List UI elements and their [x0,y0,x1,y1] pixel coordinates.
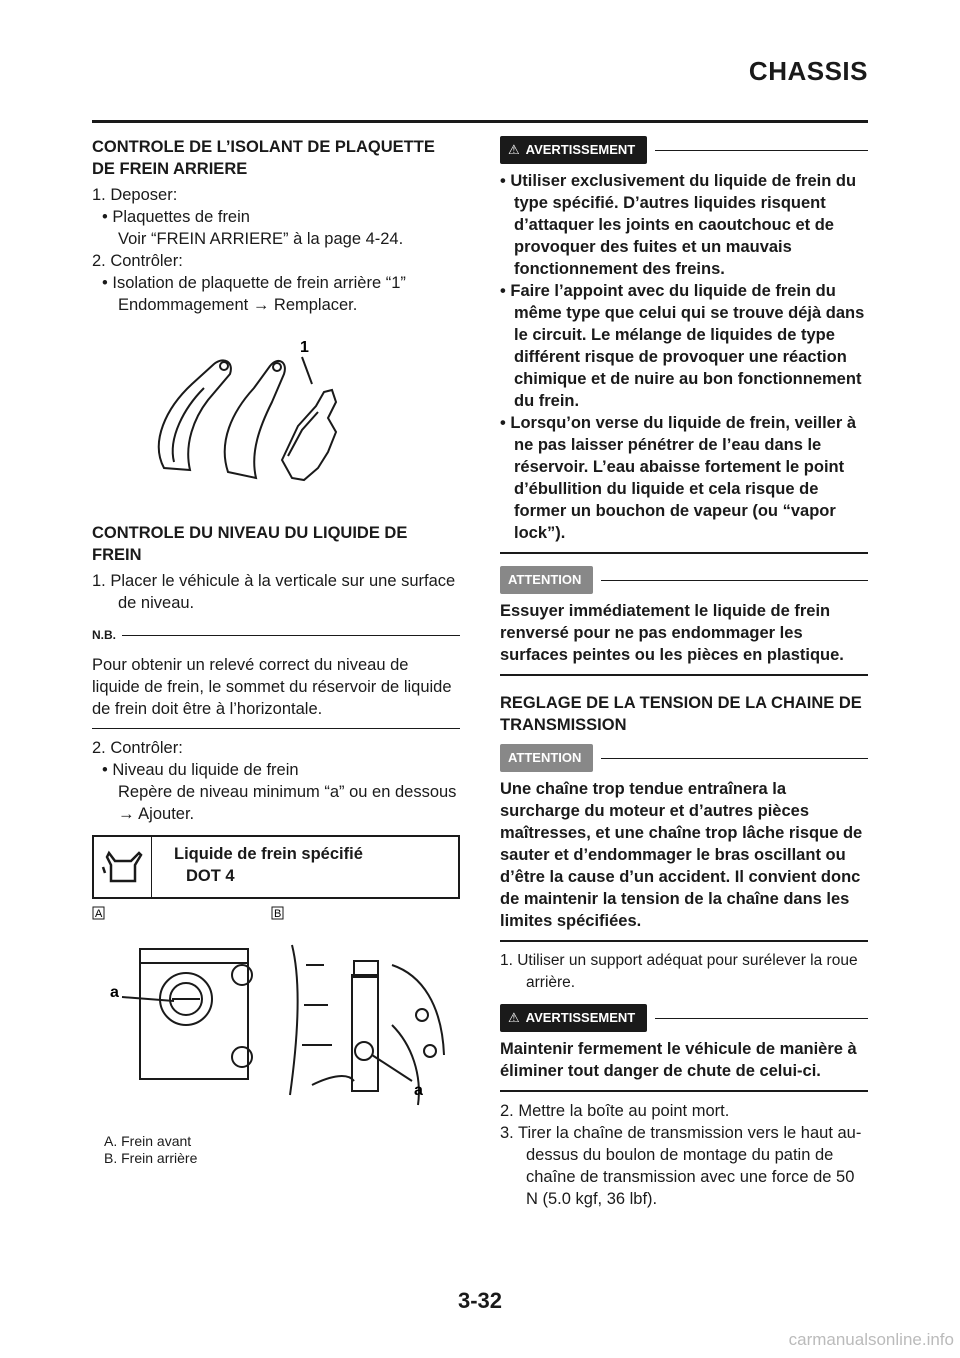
step-check: 2. Contrôler: [92,252,183,270]
warning-label-2: AVERTISSEMENT [525,1010,636,1025]
section-title-chain: REGLAGE DE LA TENSION DE LA CHAINE DE TRANSMISSION [500,694,862,734]
watermark: carmanualsonline.info [788,1330,954,1349]
warning-header-2 [500,1004,868,1032]
right-column [500,136,868,1210]
caption-b: B. Frein arrière [104,1150,198,1166]
nb-text: Pour obtenir un relevé correct du niveau de liquide de frein, le sommet du réservoir de liquide de frein doit être à l’horizontale. [92,656,452,718]
section-title-insulator: CONTROLE DE L’ISOLANT DE PLAQUETTE DE FREIN ARRIERE [92,138,435,178]
page-number: 3-32 [457,1288,503,1313]
step-check-level: 2. Contrôler: [92,739,183,757]
fig-a-letter: a [110,984,119,1001]
fig1-callout: 1 [300,339,309,356]
step-check-level-action: Repère de niveau minimum “a” ou en dessous → Ajouter. [118,783,457,823]
fig-b-letter: a [414,1082,423,1099]
fig-a-tag: A [95,908,103,920]
attention-label-1: ATTENTION [508,572,582,587]
attention-end-rule-1 [500,674,868,676]
step-remove-item: • Plaquettes de frein [102,208,250,226]
attention-text-2: Une chaîne trop tendue entraînera la surcharge du moteur et d’autres pièces maîtresses, et une chaîne trop lâche risque de sauter et d’endommager le bras oscillant ou d’être la cause d’un accident. Il convient donc de maintenir la tension de la chaîne dans les limites spécifiées. [500,780,863,930]
warning-end-rule-1 [500,552,868,554]
oil-can-icon [94,837,152,897]
spec-value: DOT 4 [186,867,235,885]
nb-header [92,624,460,646]
step-neutral: 2. Mettre la boîte au point mort. [500,1102,730,1120]
brake-pad-figure [92,322,460,502]
left-column [92,136,460,1167]
attention-text-1: Essuyer immédiatement le liquide de frein renversé pour ne pas endommager les surfaces peintes ou les pièces en plastique. [500,602,844,664]
warning-icon: ⚠ [508,142,520,157]
header-rule [92,120,868,123]
attention-header-2 [500,744,868,772]
page-title: CHASSIS [748,56,868,86]
warning-label: AVERTISSEMENT [525,142,636,157]
spec-title: Liquide de frein spécifié [174,845,363,863]
warning-end-rule-2 [500,1090,868,1092]
caption-a: A. Frein avant [104,1133,192,1149]
warning-icon-2: ⚠ [508,1010,520,1025]
warning-bullet-3: • Lorsqu’on verse du liquide de frein, veiller à ne pas laisser pénétrer de l’eau dans le réservoir. L’eau abaisse fortement le point d’ébullition du liquide et cela risque de former un bouchon de vapeur (ou “vapor lock”). [500,414,857,542]
reservoir-figures [92,905,460,1127]
step-pull-chain: 3. Tirer la chaîne de transmission vers le haut au-dessus du boulon de montage du patin de chaîne de transmission avec une force de 50 N (5.0 kgf, 36 lbf). [500,1124,862,1208]
section-title-fluid-level: CONTROLE DU NIVEAU DU LIQUIDE DE FREIN [92,524,408,564]
step-check-item: • Isolation de plaquette de frein arrière “1” [102,274,406,292]
step-place-vehicle: 1. Placer le véhicule à la verticale sur une surface de niveau. [92,572,456,612]
attention-end-rule-2 [500,940,868,942]
warning-bullet-1: • Utiliser exclusivement du liquide de frein du type spécifié. D’autres liquides risquent d’attaquer les joints en caoutchouc et de provoquer des fuites et un mauvais fonctionnement des freins. [500,172,857,278]
step-raise-wheel: 1. Utiliser un support adéquat pour surélever la roue arrière. [500,952,858,991]
nb-end-rule [92,728,460,729]
step-remove-ref: Voir “FREIN ARRIERE” à la page 4-24. [118,230,404,248]
fig-b-tag: B [274,908,282,920]
nb-label: N.B. [92,628,116,642]
warning-header-1 [500,136,868,164]
spec-box [92,835,460,899]
warning-text-2: Maintenir fermement le véhicule de manière à éliminer tout danger de chute de celui-ci. [500,1040,857,1080]
step-check-level-item: • Niveau du liquide de frein [102,761,299,779]
attention-header-1 [500,566,868,594]
warning-bullet-2: • Faire l’appoint avec du liquide de frein du même type que celui qui se trouve déjà dans le circuit. Le mélange de liquides de type différent risque de provoquer une réaction chimique et de nuire au bon fonctionnement du frein. [500,282,865,410]
step-check-action: Endommagement → Remplacer. [118,296,358,314]
attention-label-2: ATTENTION [508,750,582,765]
step-remove: 1. Deposer: [92,186,178,204]
